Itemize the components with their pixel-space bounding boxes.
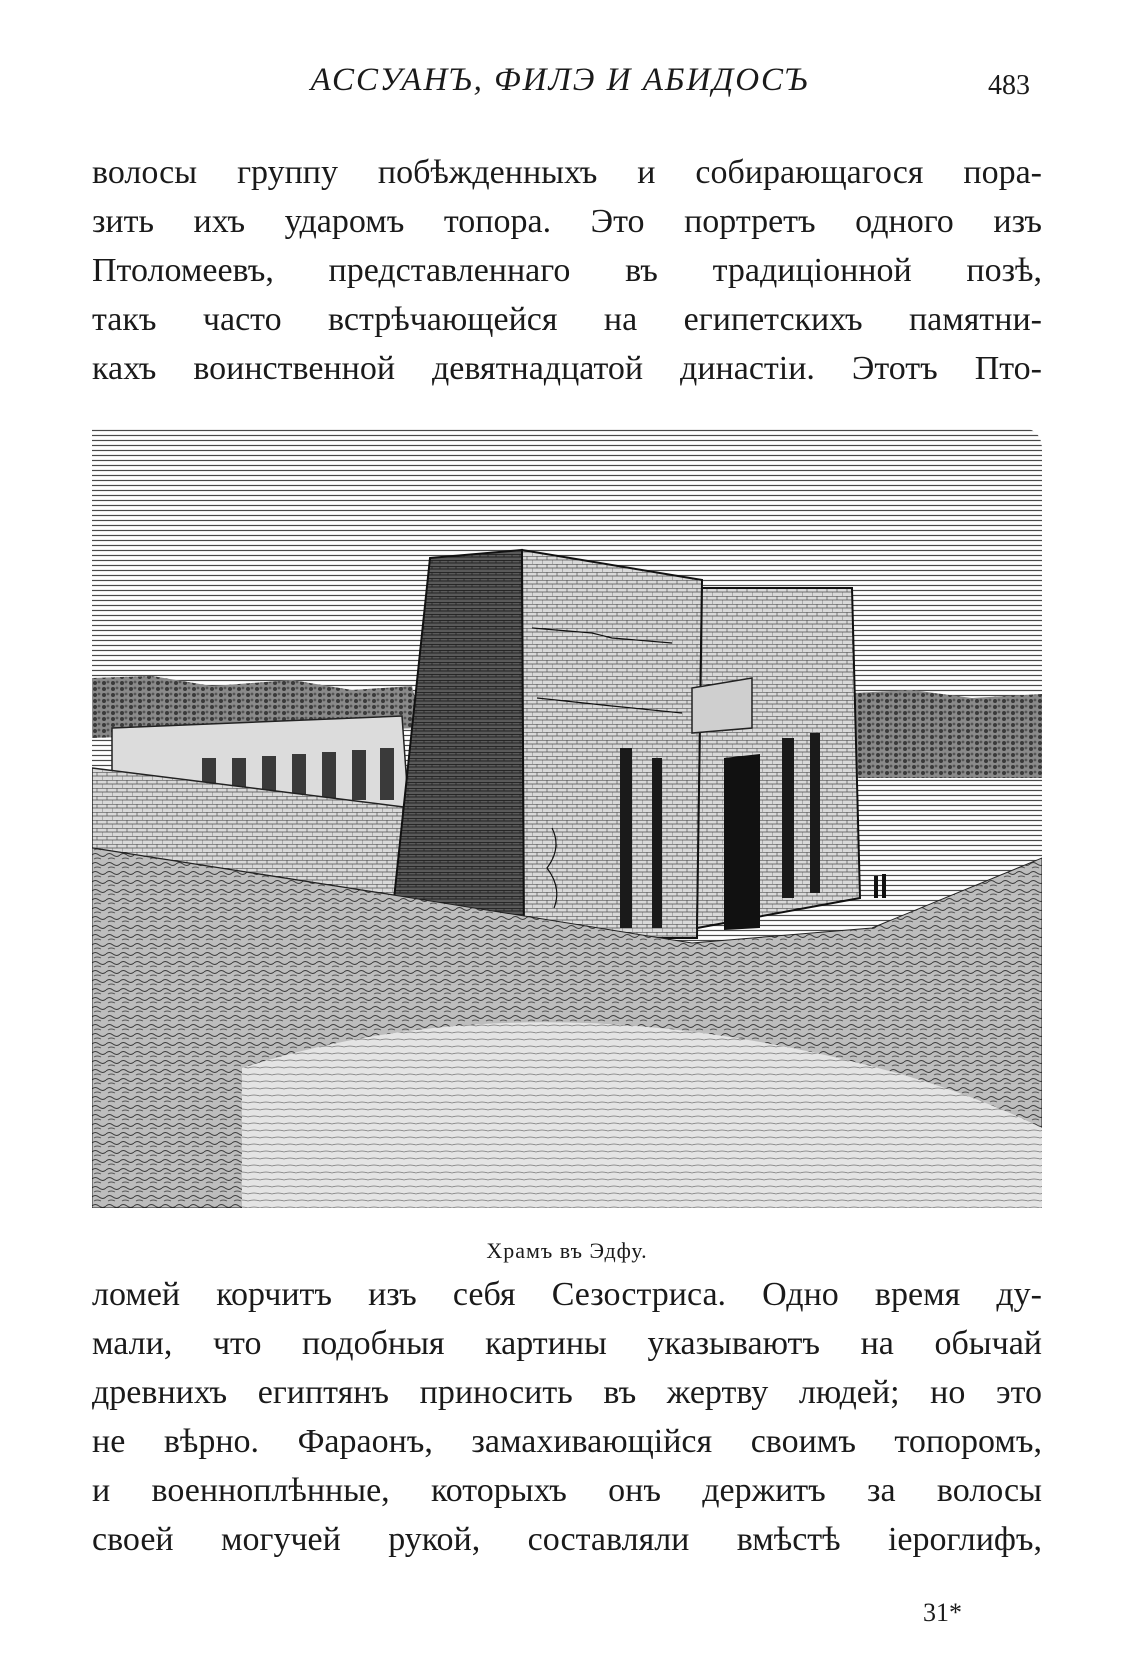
- paragraph-bottom: [92, 1270, 1042, 1564]
- signature-mark: 31*: [923, 1598, 962, 1627]
- gateway-top: [692, 678, 752, 733]
- text-line: древнихъ египтянъ приносить въ жертву людей; но это: [92, 1374, 1042, 1411]
- page-number: 483: [988, 70, 1030, 101]
- text-line: своей могучей рукой, составляли вмѣстѣ іероглифъ,: [92, 1521, 1042, 1558]
- text-line: и военноплѣнные, которыхъ онъ держитъ за волосы: [92, 1472, 1042, 1509]
- text-line: ломей корчитъ изъ себя Сезостриса. Одно время ду-: [92, 1276, 1042, 1313]
- running-title: АССУАНЪ, ФИЛЭ И АБИДОСЪ: [310, 62, 810, 98]
- right-pylon: [697, 588, 860, 928]
- paragraph-top: [92, 148, 1042, 393]
- text-line: Птоломеевъ, представленнаго въ традиціонной позѣ,: [92, 252, 1042, 289]
- figure-caption: Храмъ въ Эдфу.: [486, 1238, 648, 1263]
- text-line: мали, что подобныя картины указываютъ на обычай: [92, 1325, 1042, 1362]
- running-head: [90, 62, 1030, 112]
- text-line: волосы группу побѣжденныхъ и собирающагося пора-: [92, 154, 1042, 191]
- text-line: такъ часто встрѣчающейся на египетскихъ памятни-: [92, 301, 1042, 338]
- distant-trees-right: [852, 690, 1042, 778]
- text-line: зить ихъ ударомъ топора. Это портретъ одного изъ: [92, 203, 1042, 240]
- text-line: кахъ воинственной девятнадцатой династіи. Этотъ Пто-: [92, 350, 1042, 387]
- temple-engraving: [92, 428, 1042, 1208]
- text-line: не вѣрно. Фараонъ, замахивающійся своимъ топоромъ,: [92, 1423, 1042, 1460]
- left-pylon-front-face: [522, 550, 702, 938]
- main-gateway: [724, 754, 760, 930]
